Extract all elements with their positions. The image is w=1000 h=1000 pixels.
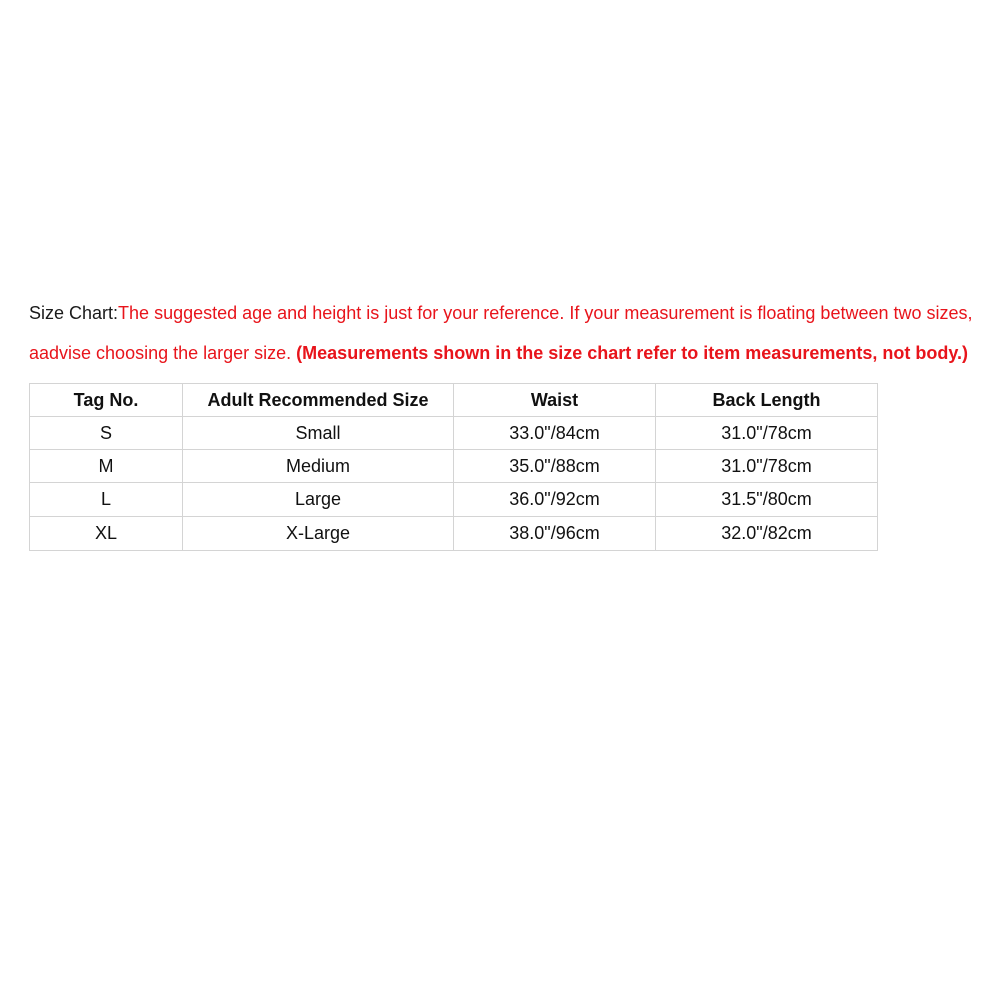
cell-waist: 38.0"/96cm (454, 517, 656, 551)
cell-tag-no: M (30, 450, 183, 483)
header-back-length: Back Length (656, 384, 878, 417)
cell-back-length: 31.0"/78cm (656, 450, 878, 483)
table-row (30, 483, 878, 517)
header-waist: Waist (454, 384, 656, 417)
size-table (29, 383, 878, 551)
notice-line-2 (29, 333, 997, 373)
cell-recommended-size: Large (183, 483, 454, 517)
cell-waist: 35.0"/88cm (454, 450, 656, 483)
notice-label: Size Chart: (29, 303, 119, 323)
size-chart-notice (29, 293, 997, 373)
table-row (30, 517, 878, 551)
cell-recommended-size: Small (183, 417, 454, 450)
cell-back-length: 31.0"/78cm (656, 417, 878, 450)
cell-recommended-size: Medium (183, 450, 454, 483)
header-tag-no: Tag No. (30, 384, 183, 417)
notice-text: The suggested age and height is just for your reference. If your measurement is floating between two sizes, (118, 303, 973, 323)
cell-tag-no: L (30, 483, 183, 517)
cell-back-length: 31.5"/80cm (656, 483, 878, 517)
notice-measurement-note: (Measurements shown in the size chart refer to item measurements, not body.) (296, 343, 968, 363)
cell-waist: 36.0"/92cm (454, 483, 656, 517)
cell-tag-no: XL (30, 517, 183, 551)
table-row (30, 450, 878, 483)
cell-back-length: 32.0"/82cm (656, 517, 878, 551)
table-header-row (30, 384, 878, 417)
cell-recommended-size: X-Large (183, 517, 454, 551)
notice-advice: aadvise choosing the larger size. (29, 343, 292, 363)
header-adult-recommended-size: Adult Recommended Size (183, 384, 454, 417)
cell-tag-no: S (30, 417, 183, 450)
table-row (30, 417, 878, 450)
cell-waist: 33.0"/84cm (454, 417, 656, 450)
notice-line-1 (29, 293, 997, 333)
